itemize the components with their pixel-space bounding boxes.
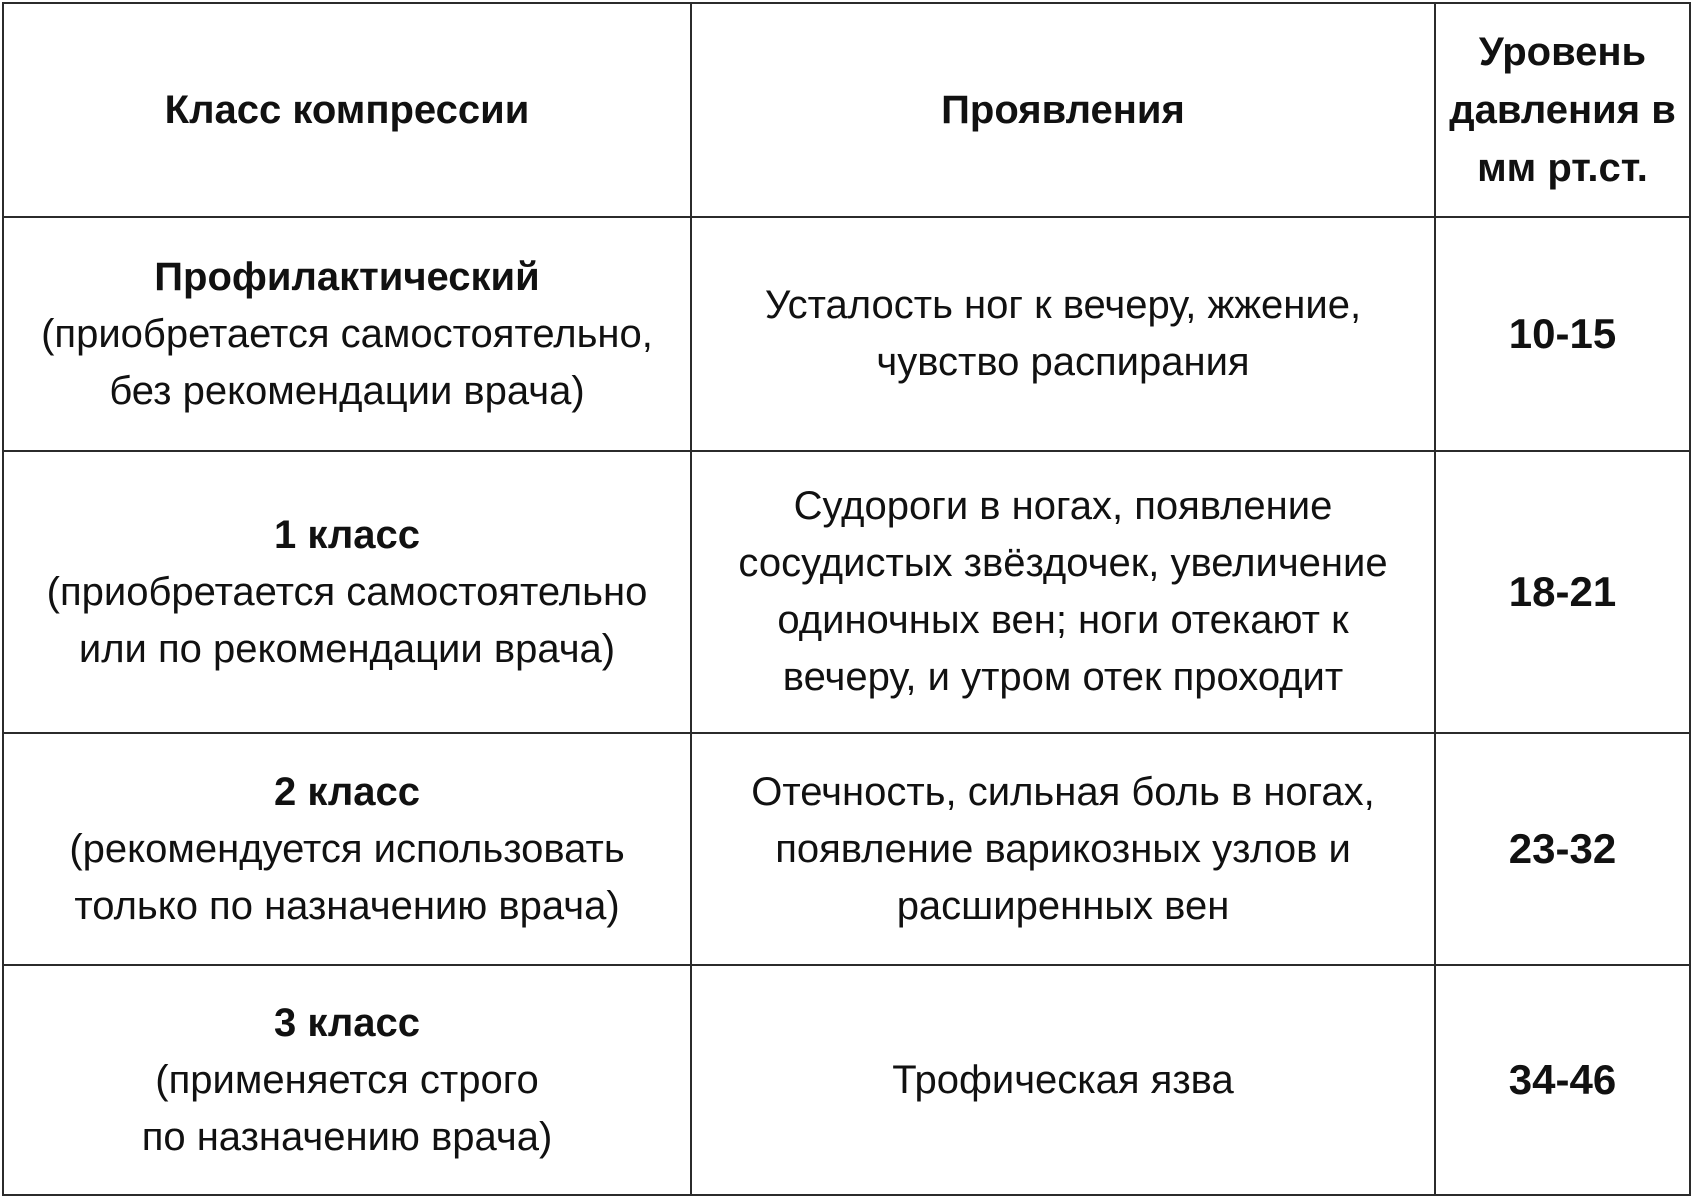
class-cell — [3, 965, 691, 1195]
class-title: Профилактический — [154, 255, 540, 299]
table-row — [3, 965, 1690, 1195]
header-symptoms: Проявления — [691, 3, 1435, 217]
table-header-row — [3, 3, 1690, 217]
table-row — [3, 217, 1690, 451]
class-cell — [3, 733, 691, 965]
table-row — [3, 733, 1690, 965]
header-pressure: Уровень давления в мм рт.ст. — [1435, 3, 1690, 217]
class-title: 1 класс — [273, 513, 420, 557]
class-cell — [3, 217, 691, 451]
table-row — [3, 451, 1690, 733]
class-note: (применяется строго по назначению врача) — [141, 1058, 553, 1159]
class-title: 3 класс — [273, 1001, 420, 1045]
pressure-cell: 18-21 — [1435, 451, 1690, 733]
class-note: (приобретается самостоятельно, без рекомендации врача) — [41, 312, 653, 413]
symptoms-cell: Отечность, сильная боль в ногах, появление варикозных узлов и расширенных вен — [691, 733, 1435, 965]
pressure-cell: 10-15 — [1435, 217, 1690, 451]
symptoms-cell: Судороги в ногах, появление сосудистых звёздочек, увеличение одиночных вен; ноги отекают к вечеру, и утром отек проходит — [691, 451, 1435, 733]
class-cell — [3, 451, 691, 733]
pressure-cell: 23-32 — [1435, 733, 1690, 965]
symptoms-cell: Усталость ног к вечеру, жжение, чувство распирания — [691, 217, 1435, 451]
compression-classes-table — [2, 2, 1691, 1196]
class-note: (приобретается самостоятельно или по рекомендации врача) — [46, 570, 648, 671]
header-class: Класс компрессии — [3, 3, 691, 217]
symptoms-cell: Трофическая язва — [691, 965, 1435, 1195]
class-title: 2 класс — [273, 770, 420, 814]
class-note: (рекомендуется использовать только по назначению врача) — [69, 827, 625, 928]
pressure-cell: 34-46 — [1435, 965, 1690, 1195]
